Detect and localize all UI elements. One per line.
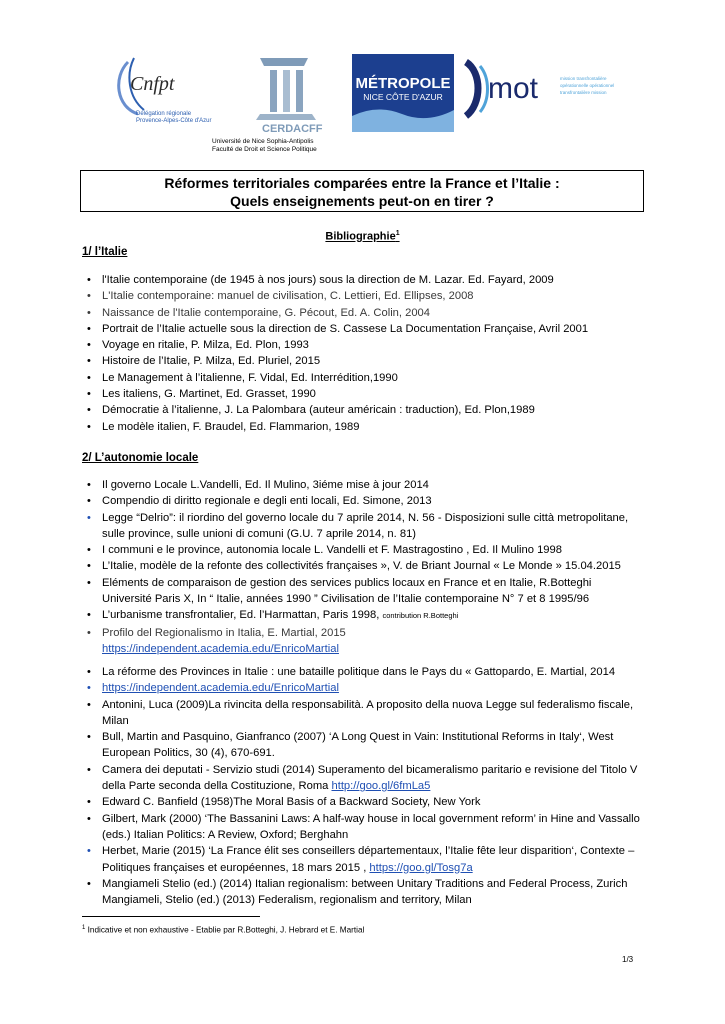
list-item: • L'Italie contemporaine: manuel de civilisation, C. Lettieri, Ed. Ellipses, 2008 [82, 288, 642, 304]
faculty-name: Faculté de Droit et Science Politique [212, 146, 317, 153]
footnote-divider [82, 916, 260, 917]
footnote-mark: 1 [82, 925, 86, 931]
list-item: • La réforme des Provinces in Italie : une bataille politique dans le Pays du « Gattopardo, E. Martial, 2014 [82, 664, 642, 680]
list-item [82, 625, 642, 658]
footnote [82, 925, 364, 935]
cnfpt-wordmark: Cnfpt [130, 73, 175, 95]
list-item-text: L’urbanisme transfrontalier, Ed. l’Harmattan, Paris 1998, [102, 609, 380, 622]
footnote-text: Indicative et non exhaustive - Etablie par R.Botteghi, J. Hebrard et E. Martial [87, 925, 365, 935]
list-item: • Mangiameli Stelio (ed.) (2014) Italian regionalism: between Unitary Traditions and Federal Process, Zurich Mangiameli, Stelio (ed.) (2013) Federalism, regionalism and territory, Milan [82, 876, 642, 909]
footnote-ref: 1 [395, 230, 400, 237]
list-item: • Voyage en ritalie, P. Milza, Ed. Plon, 1993 [82, 337, 642, 353]
list-item [82, 607, 642, 624]
mot-line3: transfrontalière mission [560, 90, 607, 95]
section-2-heading: 2/ L’autonomie locale [82, 452, 199, 464]
list-item-text: Herbet, Marie (2015) ‘La France élit ses conseillers départementaux, l’Italie fête leur disparition‘, Contexte – Politiques françaises et européennes, 18 mars 2015 , [102, 845, 635, 874]
cerdacff-wordmark: CERDACFF [262, 123, 323, 135]
document-title [80, 170, 644, 212]
list-item: • Les italiens, G. Martinet, Ed. Grasset, 1990 [82, 386, 642, 402]
list-item-text: Profilo del Regionalismo in Italia, E. Martial, 2015 [102, 626, 346, 639]
list-item-text: Camera dei deputati - Servizio studi (2014) Superamento del bicameralismo paritario e revisione del Titolo V della Parte seconda della Costituzione, Roma [102, 763, 638, 793]
list-item: • Il governo Locale L.Vandelli, Ed. Il Mulino, 3iéme mise à jour 2014 [82, 477, 642, 493]
list-item [82, 762, 642, 795]
list-item: • Portrait de l’Italie actuelle sous la direction de S. Cassese La Documentation Française, Avril 2001 [82, 321, 642, 337]
cnfpt-logo [108, 52, 218, 128]
list-item: • l'Italie contemporaine (de 1945 à nos jours) sous la direction de M. Lazar. Ed. Fayard, 2009 [82, 272, 642, 288]
list-item: • Eléments de comparaison de gestion des services publics locaux en France et en Italie, R.Botteghi Université Paris X, In “ Italie, années 1990 ” Civilisation de l’Italie contemporaine N° 7 et 8 1995/96 [82, 575, 642, 608]
section-2-list-a [82, 477, 642, 657]
metropole-line2: NICE CÔTE D'AZUR [363, 92, 443, 102]
university-name: Université de Nice Sophia-Antipolis [212, 138, 314, 145]
bibliography-label: Bibliographie [325, 230, 396, 243]
mot-line2: opérationnelle opérationnel [560, 83, 615, 88]
list-item: • Le Management à l’italienne, F. Vidal, Ed. Interrédition,1990 [82, 370, 642, 386]
section-1-list [82, 272, 642, 435]
list-item: • Naissance de l'Italie contemporaine, G. Pécout, Ed. A. Colin, 2004 [82, 305, 642, 321]
list-item: • Edward C. Banfield (1958)The Moral Basis of a Backward Society, New York [82, 794, 642, 810]
list-item: • Histoire de l’Italie, P. Milza, Ed. Pluriel, 2015 [82, 353, 642, 369]
academia-link[interactable]: https://independent.academia.edu/EnricoMartial [102, 682, 339, 695]
section-2-list-b [82, 664, 642, 908]
mot-wordmark: mot [488, 72, 539, 105]
mot-line1: mission transfrontalière [560, 76, 607, 81]
list-item: • Démocratie à l’italienne, J. La Palombara (auteur américain : traduction), Ed. Plon,1989 [82, 402, 642, 418]
metropole-logo [352, 54, 454, 132]
page-number: 1/3 [622, 955, 634, 964]
cnfpt-line1: Délégation régionale [136, 111, 192, 117]
list-item: • Le modèle italien, F. Braudel, Ed. Flammarion, 1989 [82, 419, 642, 435]
title-line-1: Réformes territoriales comparées entre la France et l’Italie : [164, 175, 560, 191]
bibliography-heading [0, 230, 725, 243]
list-item: • Compendio di diritto regionale e degli enti locali, Ed. Simone, 2013 [82, 493, 642, 509]
list-item: • Bull, Martin and Pasquino, Gianfranco (2007) ‘A Long Quest in Vain: Institutional Reforms in Italy‘, West European Politics, 30 (4), 670-691. [82, 729, 642, 762]
list-item: • Antonini, Luca (2009)La rivincita della responsabilità. A proposito della nuova Legge sul federalismo fiscale, Milan [82, 697, 642, 730]
list-item: • I communi e le province, autonomia locale L. Vandelli et F. Mastragostino , Ed. Il Mulino 1998 [82, 542, 642, 558]
list-item: • L’Italie, modèle de la refonte des collectivités françaises », V. de Briant Journal « Le Monde » 15.04.2015 [82, 558, 642, 574]
section-1-heading: 1/ l’Italie [82, 246, 128, 258]
list-item: • Legge “Delrio”: il riordino del governo locale du 7 aprile 2014, N. 56 - Disposizioni sulle città metropolitane, sulle province, sulle unioni di comuni (G.U. 7 aprile 2014, n. 81) [82, 510, 642, 543]
goo-gl-link[interactable]: http://goo.gl/6fmLa5 [331, 780, 431, 793]
cnfpt-line2: Provence-Alpes-Côte d'Azur [136, 118, 212, 124]
list-item: • Gilbert, Mark (2000) ‘The Bassanini Laws: A half-way house in local government reform’ in Hine and Vassallo (eds.) Italian Politics: A Review, Oxford; Berghahn [82, 811, 642, 844]
list-item-note: contribution R.Botteghi [382, 611, 459, 621]
title-line-2: Quels enseignements peut-on en tirer ? [230, 193, 494, 209]
metropole-line1: MÉTROPOLE [355, 75, 451, 92]
list-item [82, 843, 642, 876]
goo-gl-link[interactable]: https://goo.gl/Tosg7a [369, 861, 473, 874]
list-item [82, 680, 642, 696]
mot-logo [460, 58, 615, 120]
academia-link[interactable]: https://independent.academia.edu/EnricoMartial [102, 642, 339, 655]
